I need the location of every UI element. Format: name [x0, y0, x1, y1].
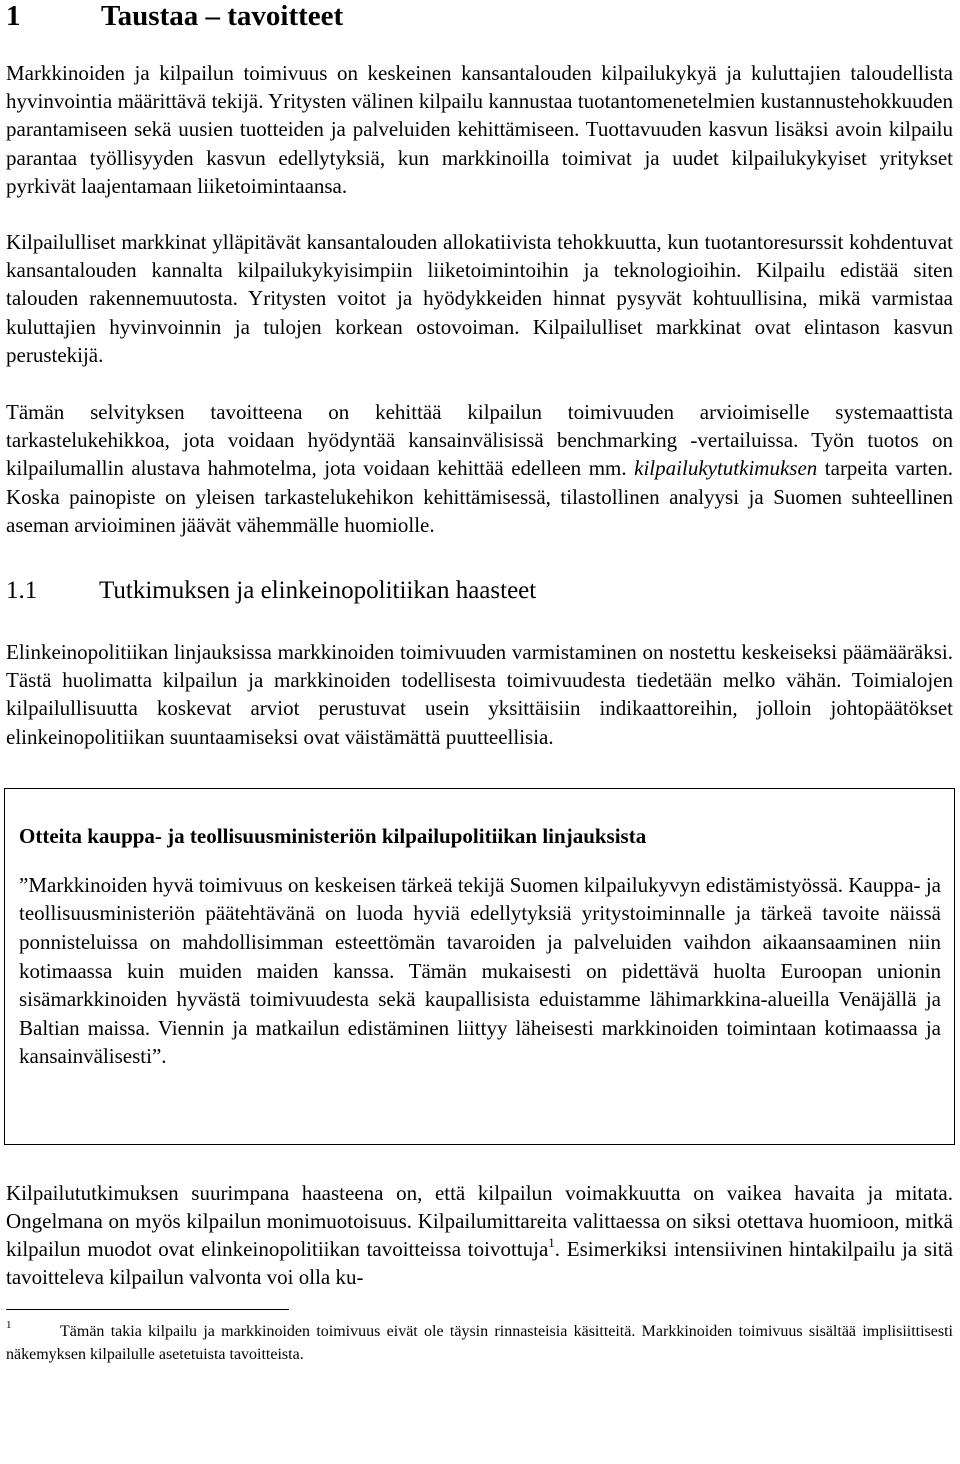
paragraph-text: tarpeita varten. Koska painopiste on yleisen tarkastelukehikon kehittämisessä, tilastollinen analyysi ja Suomen suhteellinen aseman arvioiminen jäävät vähemmälle huomiolle.: [6, 456, 953, 537]
subsection-title: Tutkimuksen ja elinkeinopolitiikan haasteet: [99, 577, 537, 605]
subsection-heading: [6, 576, 953, 606]
paragraph-competition-importance: Markkinoiden ja kilpailun toimivuus on keskeinen kansantalouden kilpailukykyä ja kuluttajien taloudellista hyvinvointia määrittävä tekijä. Yritysten välinen kilpailu kannustaa tuotantomenetelmien kustannustehokkuuden parantamiseen sekä uusien tuotteiden ja palveluiden kehittämiseen. Tuottavuuden kasvun lisäksi avoin kilpailu parantaa työllisyyden kasvun edellytyksiä, kun markkinoilla toimivat ja uudet kilpailukykyiset yritykset pyrkivät laajentamaan liiketoimintaansa.: [6, 61, 953, 198]
section-title: Taustaa – tavoitteet: [101, 0, 344, 32]
footnote-text: Tämän takia kilpailu ja markkinoiden toimivuus eivät ole täysin rinnasteisia käsitteitä. Markkinoiden toimivuus sisältää implisiittisesti näkemyksen kilpailulle asetetuista tavoitteista.: [6, 1322, 953, 1363]
paragraph-study-objective: [6, 398, 953, 539]
paragraph-allocative-efficiency: Kilpailulliset markkinat ylläpitävät kansantalouden allokatiivista tehokkuutta, kun tuotantoresurssit kohdentuvat kansantalouden kannalta kilpailukykyisimpiin liiketoimintoihin ja teknologioihin. Kilpailu edistää siten talouden rakennemuutosta. Yritysten voitot ja hyödykkeiden hinnat pysyvät kohtuullisina, mikä varmistaa kuluttajien hyvinvoinnin ja tulojen korkean ostovoiman. Kilpailulliset markkinat ovat elintason kasvun perustekijä.: [6, 230, 953, 367]
quote-box-text: ”Markkinoiden hyvä toimivuus on keskeisen tärkeä tekijä Suomen kilpailukyvyn edistämistyössä. Kauppa- ja teollisuusministeriön päätehtävänä on luoda hyviä edellytyksiä yritystoiminnalle ja tärkeä tavoite näissä ponnisteluissa on mahdollisimman esteettömän tavaroiden ja palveluiden vaihdon aikaansaaminen niin kotimaassa kuin muiden maiden kanssa. Tämän mukaisesti on pidettävä huolta Euroopan unionin sisämarkkinoiden hyvästä toimivuudesta sekä kaupallisista eduistamme lähimarkkina-alueilla Venäjällä ja Baltian maissa. Viennin ja matkailun edistäminen liittyy läheisesti markkinoiden toimintaan kotimaassa ja kansainvälisesti”.: [19, 872, 941, 1069]
footnote: 1 Tämän takia kilpailu ja markkinoiden toimivuus eivät ole täysin rinnasteisia käsitteitä. Markkinoiden toimivuus sisältää implisiittisesti näkemyksen kilpailulle asetetuista tavoitteista.: [6, 1318, 953, 1363]
quote-box: [4, 788, 955, 1145]
footnote-reference[interactable]: 1: [548, 1235, 555, 1251]
section-number: 1: [6, 0, 21, 32]
section-heading: [6, 0, 953, 32]
subsection-number: 1.1: [6, 577, 38, 605]
paragraph-text: . Esimerkiksi intensiivinen hintakilpailu ja sitä tavoitteleva kilpailun valvonta voi olla ku-: [6, 1237, 953, 1290]
paragraph-text: Kilpailututkimuksen suurimpana haasteena on, että kilpailun voimakkuutta on vaikea havaita ja mitata. Ongelmana on myös kilpailun monimuotoisuus. Kilpailumittareita valittaessa on siksi otettava huomioon, mitkä kilpailun muodot ovat elinkeinopolitiikan tavoitteissa toivottuja: [6, 1180, 953, 1262]
emphasized-term: kilpailukytutkimuksen: [634, 456, 818, 481]
paragraph-text: Tämän selvityksen tavoitteena on kehittää kilpailun toimivuuden arvioimiselle systemaattista tarkastelukehikkoa, jota voidaan hyödyntää kansainvälisissä benchmarking -vertailuissa. Työn tuotos on kilpailumallin alustava hahmotelma, jota voidaan kehittää edelleen mm.: [6, 400, 953, 481]
paragraph-policy-challenges: Elinkeinopolitiikan linjauksissa markkinoiden toimivuuden varmistaminen on nostettu keskeiseksi päämääräksi. Tästä huolimatta kilpailun ja markkinoiden todellisesta toimivuudesta tiedetään melko vähän. Toimialojen kilpailullisuutta koskevat arviot perustuvat usein yksittäisiin indikaattoreihin, jolloin johtopäätökset elinkeinopolitiikan suuntaamiseksi ovat väistämättä puutteellisia.: [6, 640, 953, 749]
footnote-divider: [6, 1309, 289, 1310]
quote-box-title: Otteita kauppa- ja teollisuusministeriön kilpailupolitiikan linjauksista: [19, 823, 647, 848]
paragraph-research-challenge: [6, 1179, 953, 1292]
